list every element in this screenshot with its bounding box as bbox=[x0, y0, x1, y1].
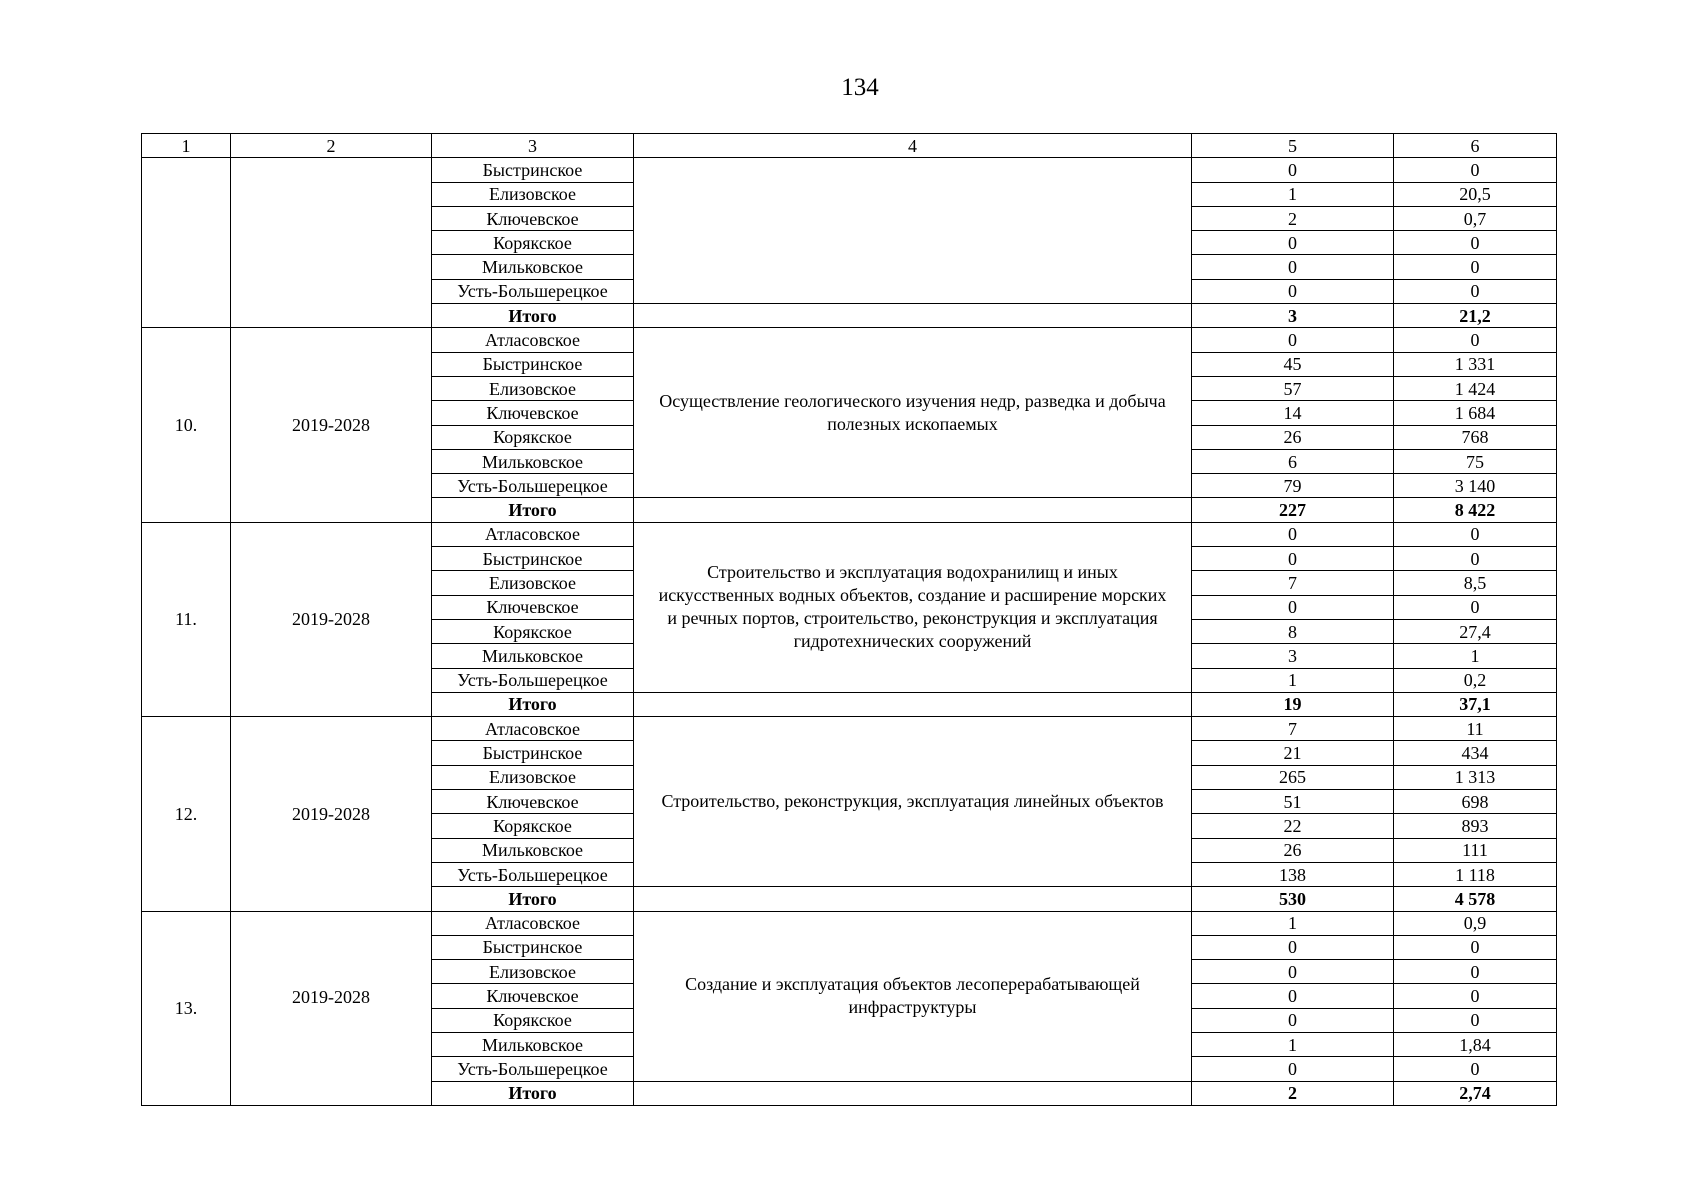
district-name: Атласовское bbox=[432, 911, 634, 935]
col6-value: 3 140 bbox=[1394, 474, 1557, 498]
col5-value: 0 bbox=[1192, 595, 1394, 619]
col6-value: 0 bbox=[1394, 960, 1557, 984]
item-period: 2019-2028 bbox=[231, 522, 432, 716]
col5-value: 0 bbox=[1192, 522, 1394, 546]
district-name: Корякское bbox=[432, 814, 634, 838]
col6-value: 1 118 bbox=[1394, 862, 1557, 886]
col5-value: 7 bbox=[1192, 571, 1394, 595]
col6-value: 1 bbox=[1394, 644, 1557, 668]
col5-value: 3 bbox=[1192, 644, 1394, 668]
total-label: Итого bbox=[432, 1081, 634, 1105]
col6-value: 11 bbox=[1394, 717, 1557, 741]
col5-value: 0 bbox=[1192, 547, 1394, 571]
col6-value: 698 bbox=[1394, 790, 1557, 814]
district-name: Мильковское bbox=[432, 838, 634, 862]
col5-value: 0 bbox=[1192, 935, 1394, 959]
total-label: Итого bbox=[432, 304, 634, 328]
district-name: Атласовское bbox=[432, 717, 634, 741]
col6-value: 434 bbox=[1394, 741, 1557, 765]
col5-value: 2 bbox=[1192, 206, 1394, 230]
col6-value: 0 bbox=[1394, 935, 1557, 959]
col6-value: 0 bbox=[1394, 328, 1557, 352]
col5-value: 0 bbox=[1192, 1008, 1394, 1032]
total-col6: 37,1 bbox=[1394, 692, 1557, 716]
col5-value: 0 bbox=[1192, 1057, 1394, 1081]
col5-value: 0 bbox=[1192, 158, 1394, 182]
header-cell-4: 4 bbox=[634, 134, 1192, 158]
activity-description: Осуществление геологического изучения недр, разведка и добыча полезных ископаемых bbox=[634, 328, 1192, 498]
district-name: Атласовское bbox=[432, 328, 634, 352]
district-name: Быстринское bbox=[432, 352, 634, 376]
col6-value: 1 313 bbox=[1394, 765, 1557, 789]
district-name: Быстринское bbox=[432, 158, 634, 182]
col6-value: 0 bbox=[1394, 255, 1557, 279]
col5-value: 0 bbox=[1192, 984, 1394, 1008]
col5-value: 0 bbox=[1192, 960, 1394, 984]
item-period: 2019-2028 bbox=[231, 328, 432, 522]
total-label: Итого bbox=[432, 887, 634, 911]
header-row bbox=[142, 134, 1557, 158]
table-row bbox=[142, 158, 1557, 182]
activity-description bbox=[634, 158, 1192, 304]
district-name: Усть-Большерецкое bbox=[432, 279, 634, 303]
district-name: Атласовское bbox=[432, 522, 634, 546]
total-col6: 4 578 bbox=[1394, 887, 1557, 911]
col5-value: 138 bbox=[1192, 862, 1394, 886]
district-name: Ключевское bbox=[432, 401, 634, 425]
total-col6: 8 422 bbox=[1394, 498, 1557, 522]
col6-value: 0 bbox=[1394, 1057, 1557, 1081]
district-name: Елизовское bbox=[432, 960, 634, 984]
col6-value: 0 bbox=[1394, 231, 1557, 255]
col6-value: 1 331 bbox=[1394, 352, 1557, 376]
district-name: Ключевское bbox=[432, 206, 634, 230]
total-desc-empty bbox=[634, 692, 1192, 716]
col5-value: 21 bbox=[1192, 741, 1394, 765]
total-col5: 530 bbox=[1192, 887, 1394, 911]
data-table bbox=[141, 133, 1557, 1106]
col5-value: 7 bbox=[1192, 717, 1394, 741]
header-cell-6: 6 bbox=[1394, 134, 1557, 158]
district-name: Мильковское bbox=[432, 644, 634, 668]
total-col5: 227 bbox=[1192, 498, 1394, 522]
col5-value: 265 bbox=[1192, 765, 1394, 789]
col5-value: 45 bbox=[1192, 352, 1394, 376]
col5-value: 51 bbox=[1192, 790, 1394, 814]
col5-value: 0 bbox=[1192, 328, 1394, 352]
total-desc-empty bbox=[634, 498, 1192, 522]
district-name: Елизовское bbox=[432, 765, 634, 789]
col5-value: 26 bbox=[1192, 838, 1394, 862]
item-period bbox=[231, 158, 432, 328]
total-desc-empty bbox=[634, 304, 1192, 328]
col5-value: 1 bbox=[1192, 1032, 1394, 1056]
district-name: Быстринское bbox=[432, 547, 634, 571]
district-name: Быстринское bbox=[432, 935, 634, 959]
district-name: Ключевское bbox=[432, 984, 634, 1008]
item-number bbox=[142, 158, 231, 328]
activity-description: Строительство, реконструкция, эксплуатация линейных объектов bbox=[634, 717, 1192, 887]
district-name: Корякское bbox=[432, 425, 634, 449]
col6-value: 75 bbox=[1394, 449, 1557, 473]
district-name: Усть-Большерецкое bbox=[432, 668, 634, 692]
district-name: Корякское bbox=[432, 231, 634, 255]
col5-value: 22 bbox=[1192, 814, 1394, 838]
header-cell-1: 1 bbox=[142, 134, 231, 158]
col5-value: 0 bbox=[1192, 279, 1394, 303]
total-col5: 2 bbox=[1192, 1081, 1394, 1105]
total-col5: 19 bbox=[1192, 692, 1394, 716]
total-desc-empty bbox=[634, 1081, 1192, 1105]
table-row bbox=[142, 911, 1557, 935]
header-cell-5: 5 bbox=[1192, 134, 1394, 158]
district-name: Мильковское bbox=[432, 1032, 634, 1056]
header-cell-2: 2 bbox=[231, 134, 432, 158]
item-number: 11. bbox=[142, 522, 231, 716]
table-row bbox=[142, 717, 1557, 741]
col6-value: 893 bbox=[1394, 814, 1557, 838]
col5-value: 1 bbox=[1192, 182, 1394, 206]
district-name: Усть-Большерецкое bbox=[432, 1057, 634, 1081]
table-body bbox=[142, 134, 1557, 1106]
district-name: Быстринское bbox=[432, 741, 634, 765]
col6-value: 0 bbox=[1394, 1008, 1557, 1032]
item-number: 12. bbox=[142, 717, 231, 911]
col6-value: 111 bbox=[1394, 838, 1557, 862]
item-number: 13. bbox=[142, 911, 231, 1105]
activity-description: Создание и эксплуатация объектов лесоперерабатывающей инфраструктуры bbox=[634, 911, 1192, 1081]
col6-value: 1,84 bbox=[1394, 1032, 1557, 1056]
total-label: Итого bbox=[432, 692, 634, 716]
col5-value: 1 bbox=[1192, 911, 1394, 935]
col6-value: 0 bbox=[1394, 158, 1557, 182]
col5-value: 79 bbox=[1192, 474, 1394, 498]
col5-value: 0 bbox=[1192, 255, 1394, 279]
header-cell-3: 3 bbox=[432, 134, 634, 158]
col6-value: 0,9 bbox=[1394, 911, 1557, 935]
col5-value: 8 bbox=[1192, 619, 1394, 643]
district-name: Мильковское bbox=[432, 255, 634, 279]
page-number: 134 bbox=[841, 74, 879, 101]
col6-value: 0 bbox=[1394, 522, 1557, 546]
col6-value: 0,2 bbox=[1394, 668, 1557, 692]
col6-value: 0 bbox=[1394, 547, 1557, 571]
col5-value: 0 bbox=[1192, 231, 1394, 255]
col6-value: 8,5 bbox=[1394, 571, 1557, 595]
total-col6: 21,2 bbox=[1394, 304, 1557, 328]
item-period: 2019-2028 bbox=[231, 911, 432, 1105]
item-number: 10. bbox=[142, 328, 231, 522]
district-name: Усть-Большерецкое bbox=[432, 474, 634, 498]
col6-value: 0 bbox=[1394, 279, 1557, 303]
col6-value: 1 424 bbox=[1394, 376, 1557, 400]
district-name: Елизовское bbox=[432, 376, 634, 400]
district-name: Усть-Большерецкое bbox=[432, 862, 634, 886]
district-name: Мильковское bbox=[432, 449, 634, 473]
total-label: Итого bbox=[432, 498, 634, 522]
district-name: Ключевское bbox=[432, 595, 634, 619]
district-name: Елизовское bbox=[432, 571, 634, 595]
district-name: Елизовское bbox=[432, 182, 634, 206]
col6-value: 0 bbox=[1394, 595, 1557, 619]
total-col6: 2,74 bbox=[1394, 1081, 1557, 1105]
table-row bbox=[142, 522, 1557, 546]
col6-value: 20,5 bbox=[1394, 182, 1557, 206]
total-col5: 3 bbox=[1192, 304, 1394, 328]
district-name: Корякское bbox=[432, 619, 634, 643]
col5-value: 14 bbox=[1192, 401, 1394, 425]
col5-value: 26 bbox=[1192, 425, 1394, 449]
item-period: 2019-2028 bbox=[231, 717, 432, 911]
total-desc-empty bbox=[634, 887, 1192, 911]
col6-value: 27,4 bbox=[1394, 619, 1557, 643]
col5-value: 1 bbox=[1192, 668, 1394, 692]
col6-value: 768 bbox=[1394, 425, 1557, 449]
col5-value: 57 bbox=[1192, 376, 1394, 400]
col6-value: 0,7 bbox=[1394, 206, 1557, 230]
activity-description: Строительство и эксплуатация водохранилищ и иных искусственных водных объектов, создание и расширение морских и речных портов, строительство, реконструкция и эксплуатация гидротехнических сооружений bbox=[634, 522, 1192, 692]
district-name: Ключевское bbox=[432, 790, 634, 814]
col6-value: 0 bbox=[1394, 984, 1557, 1008]
district-name: Корякское bbox=[432, 1008, 634, 1032]
col5-value: 6 bbox=[1192, 449, 1394, 473]
col6-value: 1 684 bbox=[1394, 401, 1557, 425]
table-row bbox=[142, 328, 1557, 352]
